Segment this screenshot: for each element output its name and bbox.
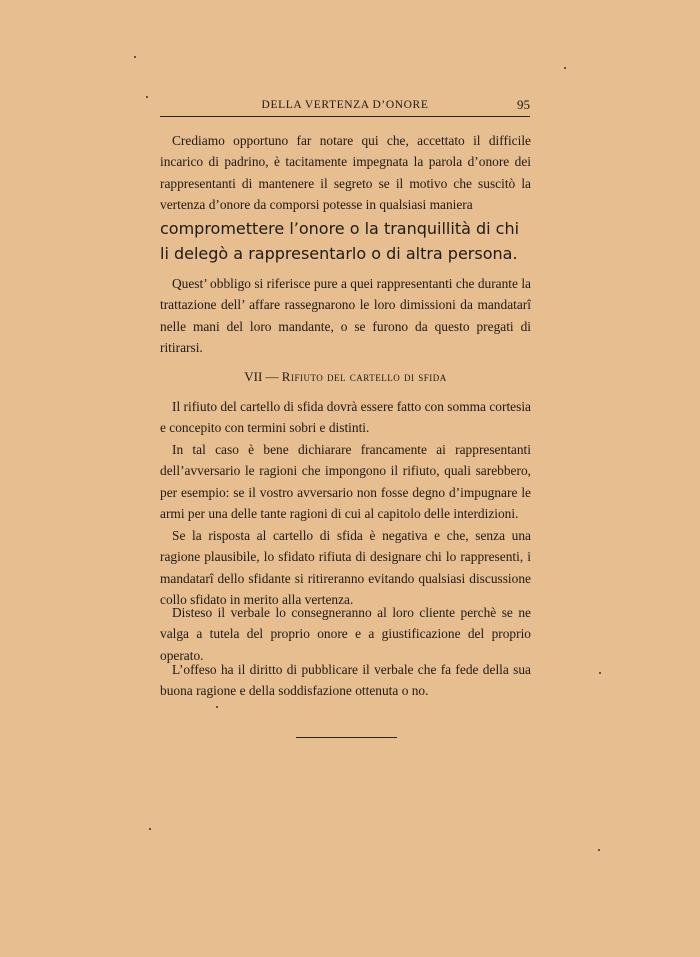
paper-speck bbox=[598, 849, 600, 851]
paper-speck bbox=[146, 96, 148, 98]
running-title: DELLA VERTENZA D’ONORE bbox=[261, 99, 429, 111]
page-header bbox=[160, 97, 530, 119]
paragraph-negative-answer: Se la risposta al cartello di sfida è negativa e che, senza una ragione plausibile, lo sfidato rifiuta di designare chi lo rappresenti, i mandatarî dello sfidante si ritireranno evitando qualsiasi discussione collo sfidato in merito alla vertenza. bbox=[160, 528, 531, 608]
paragraph-secret: Crediamo opportuno far notare qui che, accettato il difficile incarico di padrino, è tacitamente impegnata la parola d’onore dei rappresentanti di mantenere il segreto se il motivo che suscitò la vertenza d’onore da comporsi potesse in qualsiasi maniera bbox=[160, 133, 531, 213]
paragraph-reasons: In tal caso è bene dichiarare francamente ai rappresentanti dell’avversario le ragioni che impongono il rifiuto, quali sarebbero, per esempio: se il vostro avversario non fosse degno d’impugnare le armi per una delle tante ragioni di cui al capitolo delle interdizioni. bbox=[160, 442, 531, 522]
paper-speck bbox=[599, 672, 601, 674]
end-rule bbox=[296, 737, 397, 738]
paper-speck bbox=[216, 706, 218, 708]
paragraph-obligation: Quest’ obbligo si riferisce pure a quei rappresentanti che durante la trattazione dell’ affare rassegnarono le loro dimissioni da mandatarî nelle mani del loro mandante, o se furono da questo pregati di ritirarsi. bbox=[160, 276, 531, 356]
section-number: VII — bbox=[244, 369, 279, 384]
section-heading bbox=[160, 369, 531, 385]
section-title: Rifiuto del cartello di sfida bbox=[281, 369, 447, 384]
paragraph-minutes: Disteso il verbale lo consegneranno al loro cliente perchè se ne valga a tutela del proprio onore e a giustificazione del proprio operato. bbox=[160, 605, 531, 663]
paper-speck bbox=[134, 56, 136, 58]
paper-speck bbox=[149, 828, 151, 830]
header-rule bbox=[160, 116, 530, 117]
page-number: 95 bbox=[517, 97, 530, 112]
paragraph-refusal: Il rifiuto del cartello di sfida dovrà essere fatto con somma cortesia e concepito con termini sobri e distinti. bbox=[160, 399, 531, 436]
paragraph-publication: L’offeso ha il diritto di pubblicare il verbale che fa fede della sua buona ragione e della soddisfazione ottenuta o no. bbox=[160, 662, 531, 699]
paragraph-secret-continued: compromettere l’onore o la tranquillità di chi li delegò a rappresentarlo o di altra persona. bbox=[160, 219, 520, 263]
paper-speck bbox=[564, 67, 566, 69]
